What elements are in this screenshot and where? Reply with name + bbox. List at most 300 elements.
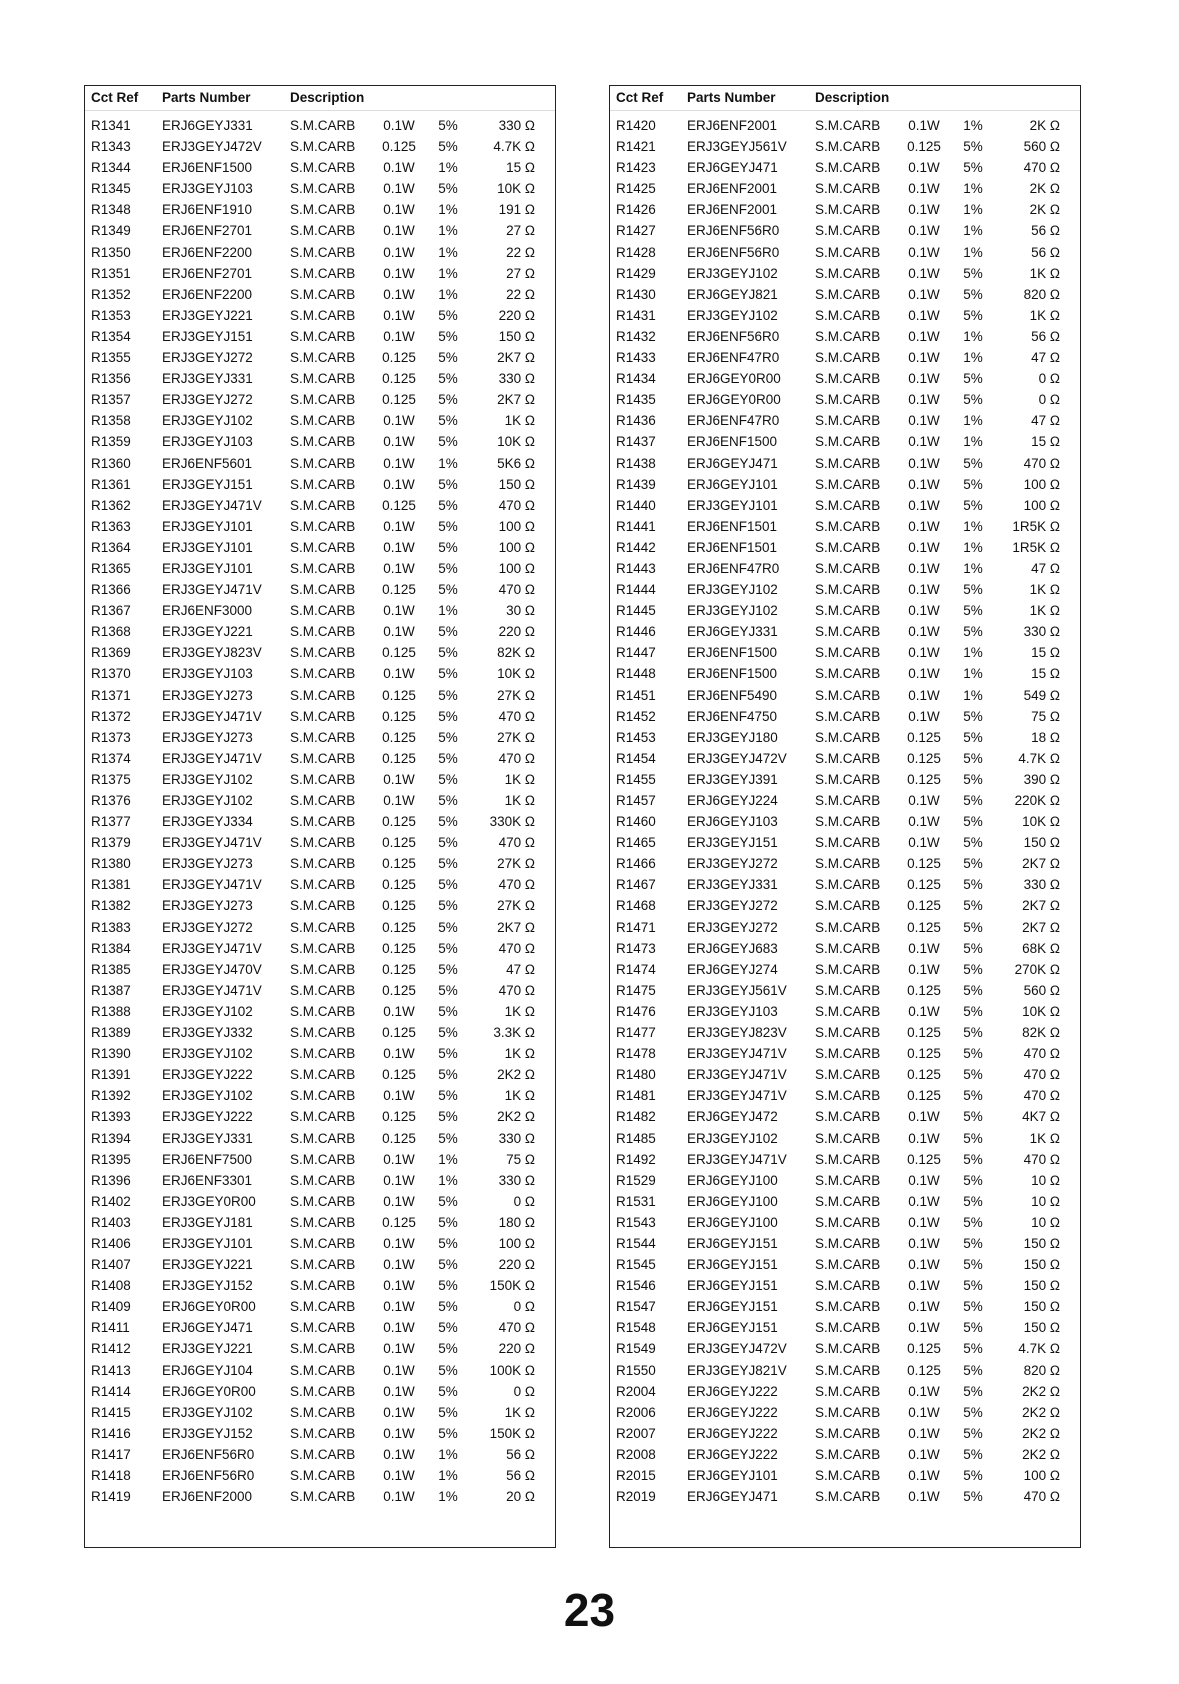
resistance-value-cell: 68K Ω [1022,940,1060,956]
tolerance-cell: 5% [963,1383,983,1399]
parts-number-cell: ERJ6GEYJ331 [162,118,253,133]
tolerance-cell: 5% [963,919,983,935]
tolerance-cell: 1% [963,413,983,429]
tolerance-cell: 5% [963,1193,983,1209]
parts-number-cell: ERJ3GEYJ221 [162,1341,253,1357]
tolerance-cell: 5% [963,1468,983,1483]
description-cell: S.M.CARB [290,1320,356,1336]
tolerance-cell: 5% [963,982,983,998]
wattage-cell: 0.1W [908,624,940,640]
wattage-cell: 0.125 [907,1046,941,1062]
wattage-cell: 0.1W [908,603,940,619]
wattage-cell: 0.1W [908,582,940,598]
description-cell: S.M.CARB [290,898,356,914]
description-cell: S.M.CARB [815,729,881,745]
parts-number-cell: ERJ6GEY0R00 [162,1299,256,1315]
parts-number-cell: ERJ3GEYJ102 [162,1404,253,1420]
table-row [85,748,555,769]
tolerance-cell: 1% [963,434,983,450]
cct-ref-cell: R1389 [91,1025,131,1041]
parts-number-cell: ERJ3GEYJ472V [687,750,787,766]
cct-ref-cell: R1471 [616,919,656,935]
wattage-cell: 0.1W [383,666,415,682]
resistance-value-cell: 2K7 Ω [1022,856,1060,872]
cct-ref-cell: R1468 [616,898,656,914]
description-cell: S.M.CARB [815,1299,881,1315]
description-cell: S.M.CARB [815,1383,881,1399]
wattage-cell: 0.1W [383,1489,415,1505]
wattage-cell: 0.1W [908,560,940,576]
resistance-value-cell: 330K Ω [489,814,535,830]
parts-number-cell: ERJ3GEYJ101 [162,1235,253,1251]
tolerance-cell: 5% [963,877,983,893]
table-row [85,959,555,980]
resistance-value-cell: 549 Ω [1023,687,1060,703]
parts-number-cell: ERJ3GEY0R00 [162,1193,256,1209]
description-cell: S.M.CARB [815,1214,881,1230]
description-cell: S.M.CARB [290,413,356,429]
parts-number-cell: ERJ6GEYJ222 [687,1383,778,1399]
wattage-cell: 0.1W [908,539,940,555]
wattage-cell: 0.1W [383,1257,415,1273]
resistance-value-cell: 2K7 Ω [1022,919,1060,935]
resistance-value-cell: 2K2 Ω [1022,1425,1060,1441]
wattage-cell: 0.1W [383,1046,415,1062]
cct-ref-cell: R1482 [616,1109,656,1125]
resistance-value-cell: 100 Ω [1023,497,1060,513]
description-cell: S.M.CARB [815,1257,881,1273]
wattage-cell: 0.125 [382,1067,416,1083]
wattage-cell: 0.1W [908,940,940,956]
resistance-value-cell: 2K2 Ω [1022,1446,1060,1462]
parts-number-cell: ERJ6ENF56R0 [687,223,780,239]
wattage-cell: 0.125 [382,1109,416,1125]
resistance-value-cell: 470 Ω [498,582,535,598]
resistance-value-cell: 1K Ω [504,1046,535,1062]
header-parts-number: Parts Number [687,90,776,105]
cct-ref-cell: R1359 [91,434,131,450]
resistance-value-cell: 2K7 Ω [1022,898,1060,914]
cct-ref-cell: R1408 [91,1278,131,1294]
cct-ref-cell: R1546 [616,1278,656,1294]
cct-ref-cell: R1441 [616,518,656,534]
wattage-cell: 0.125 [907,1341,941,1357]
tolerance-cell: 5% [963,392,983,408]
resistance-value-cell: 10K Ω [497,181,535,197]
cct-ref-cell: R1380 [91,856,131,872]
cct-ref-cell: R1388 [91,1003,131,1019]
tolerance-cell: 5% [963,1214,983,1230]
parts-number-cell: ERJ3GEYJ102 [162,1088,253,1104]
wattage-cell: 0.1W [908,1235,940,1251]
cct-ref-cell: R1439 [616,476,656,492]
cct-ref-cell: R1492 [616,1151,656,1167]
tolerance-cell: 5% [963,1067,983,1083]
tolerance-cell: 1% [438,244,458,260]
description-cell: S.M.CARB [815,223,881,239]
table-row [610,1128,1080,1149]
cct-ref-cell: R1485 [616,1130,656,1146]
description-cell: S.M.CARB [815,1320,881,1336]
description-cell: S.M.CARB [290,202,356,218]
parts-number-cell: ERJ3GEYJ471V [687,1151,787,1167]
resistance-value-cell: 100 Ω [1023,476,1060,492]
tolerance-cell: 5% [438,1404,458,1420]
description-cell: S.M.CARB [815,1088,881,1104]
wattage-cell: 0.1W [383,1383,415,1399]
tolerance-cell: 1% [438,202,458,218]
parts-number-cell: ERJ6ENF47R0 [687,560,780,576]
parts-number-cell: ERJ3GEYJ823V [687,1025,787,1041]
description-cell: S.M.CARB [815,919,881,935]
cct-ref-cell: R1370 [91,666,131,682]
resistance-value-cell: 270K Ω [1014,961,1060,977]
wattage-cell: 0.1W [908,687,940,703]
wattage-cell: 0.1W [383,476,415,492]
tolerance-cell: 5% [963,1341,983,1357]
cct-ref-cell: R2007 [616,1425,656,1441]
tolerance-cell: 5% [963,1489,983,1505]
table-row [610,1465,1080,1486]
table-row [610,874,1080,895]
tolerance-cell: 1% [438,286,458,302]
parts-number-cell: ERJ6GEYJ104 [162,1362,253,1378]
cct-ref-cell: R1396 [91,1172,131,1188]
cct-ref-cell: R1356 [91,371,131,387]
parts-number-cell: ERJ3GEYJ471V [162,750,262,766]
tolerance-cell: 5% [963,898,983,914]
tolerance-cell: 5% [963,1299,983,1315]
cct-ref-cell: R1420 [616,118,656,133]
resistance-value-cell: 330 Ω [498,118,535,133]
table-row [85,431,555,452]
parts-number-cell: ERJ3GEYJ101 [162,518,253,534]
table-row [610,157,1080,178]
wattage-cell: 0.125 [907,1151,941,1167]
table-row [85,558,555,579]
table-row [85,1423,555,1444]
description-cell: S.M.CARB [290,518,356,534]
table-row [610,706,1080,727]
description-cell: S.M.CARB [815,982,881,998]
parts-number-cell: ERJ6GEYJ274 [687,961,778,977]
table-row [85,178,555,199]
tolerance-cell: 5% [438,476,458,492]
tolerance-cell: 5% [438,307,458,323]
wattage-cell: 0.125 [382,750,416,766]
wattage-cell: 0.1W [908,223,940,239]
parts-number-cell: ERJ3GEYJ221 [162,1257,253,1273]
table-row [85,1191,555,1212]
cct-ref-cell: R1412 [91,1341,131,1357]
description-cell: S.M.CARB [290,793,356,808]
wattage-cell: 0.125 [382,856,416,872]
parts-number-cell: ERJ3GEYJ471V [162,708,262,724]
table-row [610,1296,1080,1317]
tolerance-cell: 5% [438,1235,458,1251]
wattage-cell: 0.1W [908,118,940,133]
tolerance-cell: 5% [438,940,458,956]
parts-number-cell: ERJ6ENF56R0 [162,1446,255,1462]
resistance-value-cell: 180 Ω [498,1214,535,1230]
wattage-cell: 0.1W [908,328,940,344]
resistance-value-cell: 5K6 Ω [497,455,535,471]
parts-number-cell: ERJ3GEYJ331 [687,877,778,893]
resistance-value-cell: 100K Ω [489,1362,535,1378]
cct-ref-cell: R1383 [91,919,131,935]
table-row [85,537,555,558]
table-row [610,474,1080,495]
wattage-cell: 0.1W [908,708,940,724]
resistance-value-cell: 10 Ω [1031,1193,1060,1209]
wattage-cell: 0.1W [908,1425,940,1441]
parts-number-cell: ERJ6GEY0R00 [687,392,781,408]
table-row [85,389,555,410]
cct-ref-cell: R1341 [91,118,131,133]
parts-number-cell: ERJ6GEYJ222 [687,1425,778,1441]
parts-number-cell: ERJ3GEYJ273 [162,687,253,703]
parts-number-cell: ERJ6ENF2001 [687,202,778,218]
table-row [85,600,555,621]
cct-ref-cell: R1543 [616,1214,656,1230]
wattage-cell: 0.1W [383,286,415,302]
cct-ref-cell: R1454 [616,750,656,766]
resistance-value-cell: 330 Ω [498,371,535,387]
parts-number-cell: ERJ6GEYJ222 [687,1446,778,1462]
parts-number-cell: ERJ6GEYJ101 [687,476,778,492]
resistance-value-cell: 2K2 Ω [497,1109,535,1125]
tolerance-cell: 5% [963,961,983,977]
tolerance-cell: 5% [438,835,458,851]
tolerance-cell: 5% [438,392,458,408]
wattage-cell: 0.1W [383,1446,415,1462]
parts-number-cell: ERJ6GEYJ100 [687,1214,778,1230]
description-cell: S.M.CARB [290,1383,356,1399]
resistance-value-cell: 100 Ω [498,560,535,576]
table-row [85,832,555,853]
tolerance-cell: 5% [963,476,983,492]
parts-number-cell: ERJ3GEYJ561V [687,982,787,998]
tolerance-cell: 5% [438,1320,458,1336]
description-cell: S.M.CARB [290,1235,356,1251]
table-row [610,389,1080,410]
wattage-cell: 0.1W [908,1130,940,1146]
resistance-value-cell: 100 Ω [498,518,535,534]
parts-number-cell: ERJ6ENF2200 [162,286,253,302]
resistance-value-cell: 47 Ω [1031,560,1060,576]
wattage-cell: 0.125 [382,961,416,977]
table-row [85,1106,555,1127]
description-cell: S.M.CARB [290,434,356,450]
tolerance-cell: 1% [963,202,983,218]
cct-ref-cell: R1423 [616,160,656,176]
wattage-cell: 0.125 [382,687,416,703]
parts-number-cell: ERJ3GEYJ334 [162,814,253,830]
tolerance-cell: 5% [438,1109,458,1125]
wattage-cell: 0.1W [908,286,940,302]
wattage-cell: 0.1W [383,181,415,197]
parts-number-cell: ERJ6GEYJ471 [687,160,778,176]
cct-ref-cell: R1357 [91,392,131,408]
parts-number-cell: ERJ3GEYJ102 [687,265,778,281]
resistance-value-cell: 27K Ω [497,729,535,745]
tolerance-cell: 1% [963,687,983,703]
table-row [85,1275,555,1296]
table-row [85,1360,555,1381]
tolerance-cell: 1% [438,223,458,239]
parts-number-cell: ERJ6ENF2000 [162,1489,253,1505]
tolerance-cell: 5% [963,1088,983,1104]
wattage-cell: 0.1W [908,1489,940,1505]
description-cell: S.M.CARB [290,961,356,977]
cct-ref-cell: R1352 [91,286,131,302]
description-cell: S.M.CARB [290,1172,356,1188]
cct-ref-cell: R1361 [91,476,131,492]
cct-ref-cell: R1476 [616,1003,656,1019]
table-row [610,1402,1080,1423]
parts-number-cell: ERJ6ENF5601 [162,455,253,471]
description-cell: S.M.CARB [290,371,356,387]
wattage-cell: 0.1W [908,1193,940,1209]
cct-ref-cell: R1455 [616,771,656,787]
cct-ref-cell: R1475 [616,982,656,998]
resistance-value-cell: 10K Ω [497,434,535,450]
tolerance-cell: 1% [438,1489,458,1505]
cct-ref-cell: R1419 [91,1489,131,1505]
tolerance-cell: 5% [438,518,458,534]
cct-ref-cell: R1465 [616,835,656,851]
table-row [610,811,1080,832]
cct-ref-cell: R1403 [91,1214,131,1230]
table-row [610,220,1080,241]
description-cell: S.M.CARB [290,223,356,239]
parts-number-cell: ERJ6ENF3301 [162,1172,253,1188]
description-cell: S.M.CARB [815,1446,881,1462]
cct-ref-cell: R1416 [91,1425,131,1441]
table-row [610,959,1080,980]
wattage-cell: 0.125 [382,1214,416,1230]
tolerance-cell: 1% [963,350,983,366]
parts-number-cell: ERJ3GEYJ222 [162,1109,253,1125]
table-row [610,642,1080,663]
parts-number-cell: ERJ6ENF1501 [687,539,778,555]
description-cell: S.M.CARB [815,814,881,830]
wattage-cell: 0.1W [908,1404,940,1420]
wattage-cell: 0.1W [908,434,940,450]
description-cell: S.M.CARB [290,1130,356,1146]
table-row [85,453,555,474]
wattage-cell: 0.1W [383,1404,415,1420]
resistance-value-cell: 220 Ω [498,307,535,323]
description-cell: S.M.CARB [815,1151,881,1167]
table-header [85,86,555,111]
wattage-cell: 0.1W [383,793,415,808]
cct-ref-cell: R1343 [91,139,131,155]
resistance-value-cell: 470 Ω [1023,455,1060,471]
cct-ref-cell: R1445 [616,603,656,619]
parts-number-cell: ERJ6GEYJ100 [687,1193,778,1209]
tolerance-cell: 5% [438,1193,458,1209]
wattage-cell: 0.125 [907,877,941,893]
parts-number-cell: ERJ6ENF1501 [687,518,778,534]
table-row [610,1317,1080,1338]
tolerance-cell: 5% [963,1362,983,1378]
cct-ref-cell: R1375 [91,771,131,787]
wattage-cell: 0.1W [383,1425,415,1441]
table-row [610,917,1080,938]
wattage-cell: 0.125 [382,1025,416,1041]
tolerance-cell: 5% [438,1025,458,1041]
description-cell: S.M.CARB [290,1446,356,1462]
resistance-value-cell: 560 Ω [1023,982,1060,998]
parts-number-cell: ERJ3GEYJ101 [162,560,253,576]
tolerance-cell: 1% [963,223,983,239]
header-description: Description [290,90,365,105]
cct-ref-cell: R1368 [91,624,131,640]
parts-number-cell: ERJ3GEYJ272 [162,919,253,935]
table-row [85,242,555,263]
tolerance-cell: 5% [438,961,458,977]
cct-ref-cell: R1457 [616,793,656,808]
parts-number-cell: ERJ3GEYJ221 [162,624,253,640]
wattage-cell: 0.1W [908,307,940,323]
description-cell: S.M.CARB [815,160,881,176]
resistance-value-cell: 470 Ω [498,877,535,893]
parts-number-cell: ERJ3GEYJ103 [162,666,253,682]
resistance-value-cell: 1K Ω [504,1088,535,1104]
cct-ref-cell: R1363 [91,518,131,534]
cct-ref-cell: R1481 [616,1088,656,1104]
cct-ref-cell: R1437 [616,434,656,450]
resistance-value-cell: 150K Ω [489,1425,535,1441]
resistance-value-cell: 3.3K Ω [493,1025,535,1041]
resistance-value-cell: 150 Ω [498,328,535,344]
resistance-value-cell: 0 Ω [513,1193,535,1209]
wattage-cell: 0.125 [382,940,416,956]
wattage-cell: 0.1W [908,1109,940,1125]
wattage-cell: 0.125 [907,982,941,998]
cct-ref-cell: R1434 [616,371,656,387]
table-row [85,410,555,431]
resistance-value-cell: 150K Ω [489,1278,535,1294]
resistance-value-cell: 0 Ω [1038,371,1060,387]
table-row [85,1233,555,1254]
table-row [85,136,555,157]
table-row [610,410,1080,431]
description-cell: S.M.CARB [815,455,881,471]
cct-ref-cell: R1550 [616,1362,656,1378]
description-cell: S.M.CARB [290,1341,356,1357]
description-cell: S.M.CARB [290,919,356,935]
wattage-cell: 0.1W [383,518,415,534]
cct-ref-cell: R1460 [616,814,656,830]
description-cell: S.M.CARB [815,1362,881,1378]
table-row [610,347,1080,368]
tolerance-cell: 5% [963,624,983,640]
table-row [610,537,1080,558]
tolerance-cell: 1% [963,118,983,133]
resistance-value-cell: 56 Ω [1031,244,1060,260]
wattage-cell: 0.1W [383,455,415,471]
parts-number-cell: ERJ6GEY0R00 [162,1383,256,1399]
description-cell: S.M.CARB [290,1003,356,1019]
parts-number-cell: ERJ3GEYJ331 [162,1130,253,1146]
cct-ref-cell: R1371 [91,687,131,703]
table-row [85,621,555,642]
description-cell: S.M.CARB [290,814,356,830]
cct-ref-cell: R1391 [91,1067,131,1083]
parts-number-cell: ERJ6GEYJ103 [687,814,778,830]
